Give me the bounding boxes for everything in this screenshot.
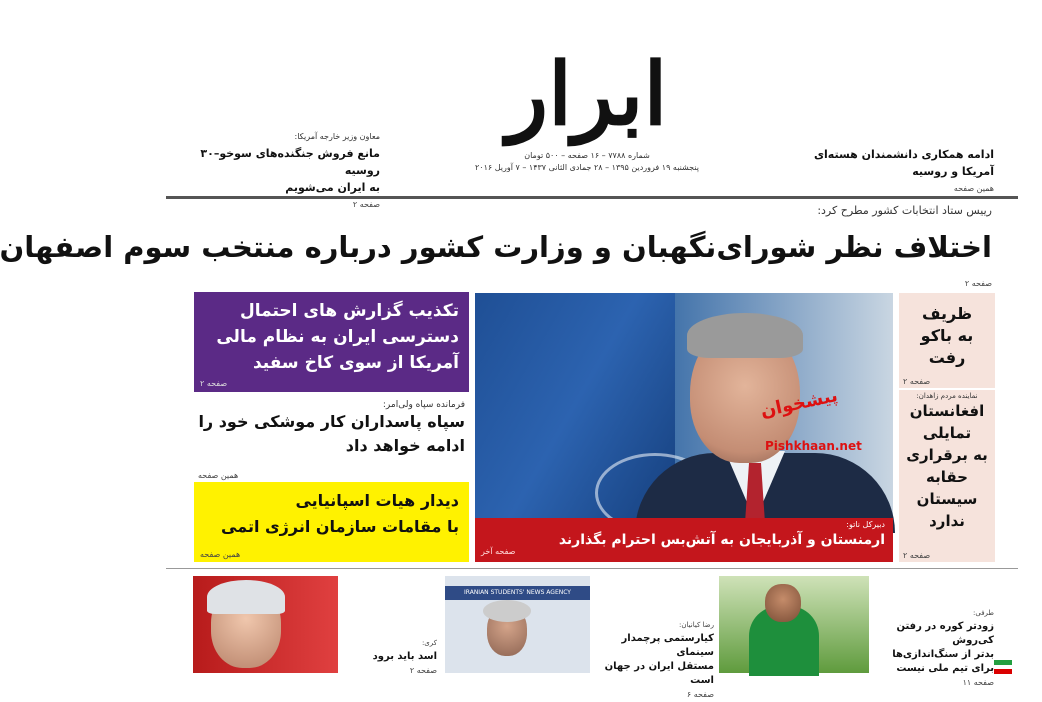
headline-kicker: رییس ستاد انتخابات کشور مطرح کرد: [817,204,992,217]
masthead [472,40,702,170]
afg-line6: ندارد [929,512,965,530]
yellow-story-box[interactable] [194,482,469,562]
kerry-hair [207,580,285,614]
bottom-3-line3: برای تیم ملی نیست [896,663,994,674]
afg-line2: تمایلی [922,424,972,442]
afg-line4: حقابه [926,468,968,486]
bottom-1-title: اسد باید برود [372,651,437,662]
afghanistan-story-box[interactable] [899,390,995,562]
main-headline[interactable]: اختلاف نظر شورای‌نگهبان و وزارت کشور درباره منتخب سوم اصفهان [0,230,992,264]
bottom-story-3[interactable] [872,606,994,690]
caption-text: ارمنستان و آذربایجان به آتش‌بس احترام بگذارند [558,532,885,548]
irgc-story[interactable] [194,398,469,480]
purple-line1: تکذیب گزارش های احتمال [239,301,459,321]
zarif-line3: رفت [928,348,966,367]
afg-kicker: نماینده مردم زاهدان: [916,392,978,400]
issue-date: پنجشنبه ۱۹ فروردین ۱۳۹۵ – ۲۸ جمادی الثانی ۱۴۳۷ – ۷ آوریل ۲۰۱۶ [475,163,699,172]
masthead-divider [166,196,1018,199]
left-top-line1: مانع فروش جنگنده‌های سوخو–۳۰ روسیه [200,147,380,177]
left-top-line2: به ایران می‌شویم [285,181,380,194]
bottom-3-line1: زودتر کوره در رفتن کی‌روش [896,621,994,646]
bottom-3-kicker: طرفی: [973,609,994,617]
kianian-hair [483,600,531,622]
afg-page: صفحه ۲ [903,551,931,560]
zarif-line2: به باکو [920,326,974,345]
keeper-face [765,584,801,622]
caption-kicker: دبیرکل ناتو: [846,520,885,529]
isna-banner: IRANIAN STUDENTS' NEWS AGENCY [445,586,590,600]
bottom-1-kicker: کری: [421,639,437,647]
bottom-2-kicker: رضا کیانیان: [679,621,714,629]
iran-flag-icon [994,660,1012,674]
caption-page: صفحه آخر [481,547,516,556]
bottom-3-line2: بدتر از سنگ‌اندازی‌ها [892,649,994,660]
left-top-kicker: معاون وزیر خارجه آمریکا: [294,132,380,141]
bottom-story-1[interactable] [342,636,437,678]
watermark-url: Pishkhaan.net [765,439,862,453]
irgc-page: همین صفحه [198,471,239,480]
kianian-photo[interactable] [445,576,590,673]
yellow-page: همین صفحه [200,550,241,559]
bottom-3-page: صفحه ۱۱ [962,678,994,687]
left-top-story[interactable] [190,128,380,213]
bottom-2-page: صفحه ۶ [686,690,714,699]
irgc-line2: ادامه خواهد داد [345,436,465,455]
bottom-1-page: صفحه ۲ [409,666,437,675]
right-top-story[interactable] [804,146,994,197]
purple-story-box[interactable] [194,292,469,392]
keeper-photo[interactable] [719,576,869,673]
bottom-story-2[interactable] [594,618,714,702]
newspaper-logo: ابرار [506,44,668,145]
afg-line3: به برقراری [906,446,988,464]
issue-info: شماره ۷۷۸۸ – ۱۶ صفحه – ۵۰۰ تومان [524,151,650,160]
purple-line3: آمریکا از سوی کاخ سفید [252,353,459,373]
yellow-line1: دیدار هیات اسپانیایی [295,491,459,510]
afg-line1: افغانستان [909,402,985,420]
lead-photo[interactable] [475,293,893,518]
bottom-2-line1: کیارستمی پرچمدار سینمای [621,633,714,658]
bottom-2-line2: مستقل ایران در جهان است [604,661,714,686]
portrait-hair [687,313,803,358]
right-top-page: همین صفحه [953,184,994,193]
yellow-line2: با مقامات سازمان انرژی اتمی [221,517,459,536]
kerry-photo[interactable] [193,576,338,673]
purple-page: صفحه ۲ [200,379,228,388]
zarif-page: صفحه ۲ [903,377,931,386]
headline-page-ref: صفحه ۲ [964,279,992,288]
right-top-line1: ادامه همکاری دانشمندان هسته‌ای [813,148,994,161]
zarif-story-box[interactable] [899,293,995,388]
left-top-page: صفحه ۲ [352,200,380,209]
afg-line5: سیستان [916,490,978,508]
purple-line2: دسترسی ایران به نظام مالی [216,327,459,347]
irgc-kicker: فرمانده سپاه ولی‌امر: [382,400,465,410]
photo-caption-bar[interactable] [475,518,893,562]
irgc-line1: سپاه پاسداران کار موشکی خود را [198,412,465,431]
bottom-divider [166,568,1018,569]
watermark-logo: پیشخوان [758,385,840,422]
right-top-line2: آمریکا و روسیه [912,165,994,178]
zarif-line1: ظریف [921,304,973,323]
